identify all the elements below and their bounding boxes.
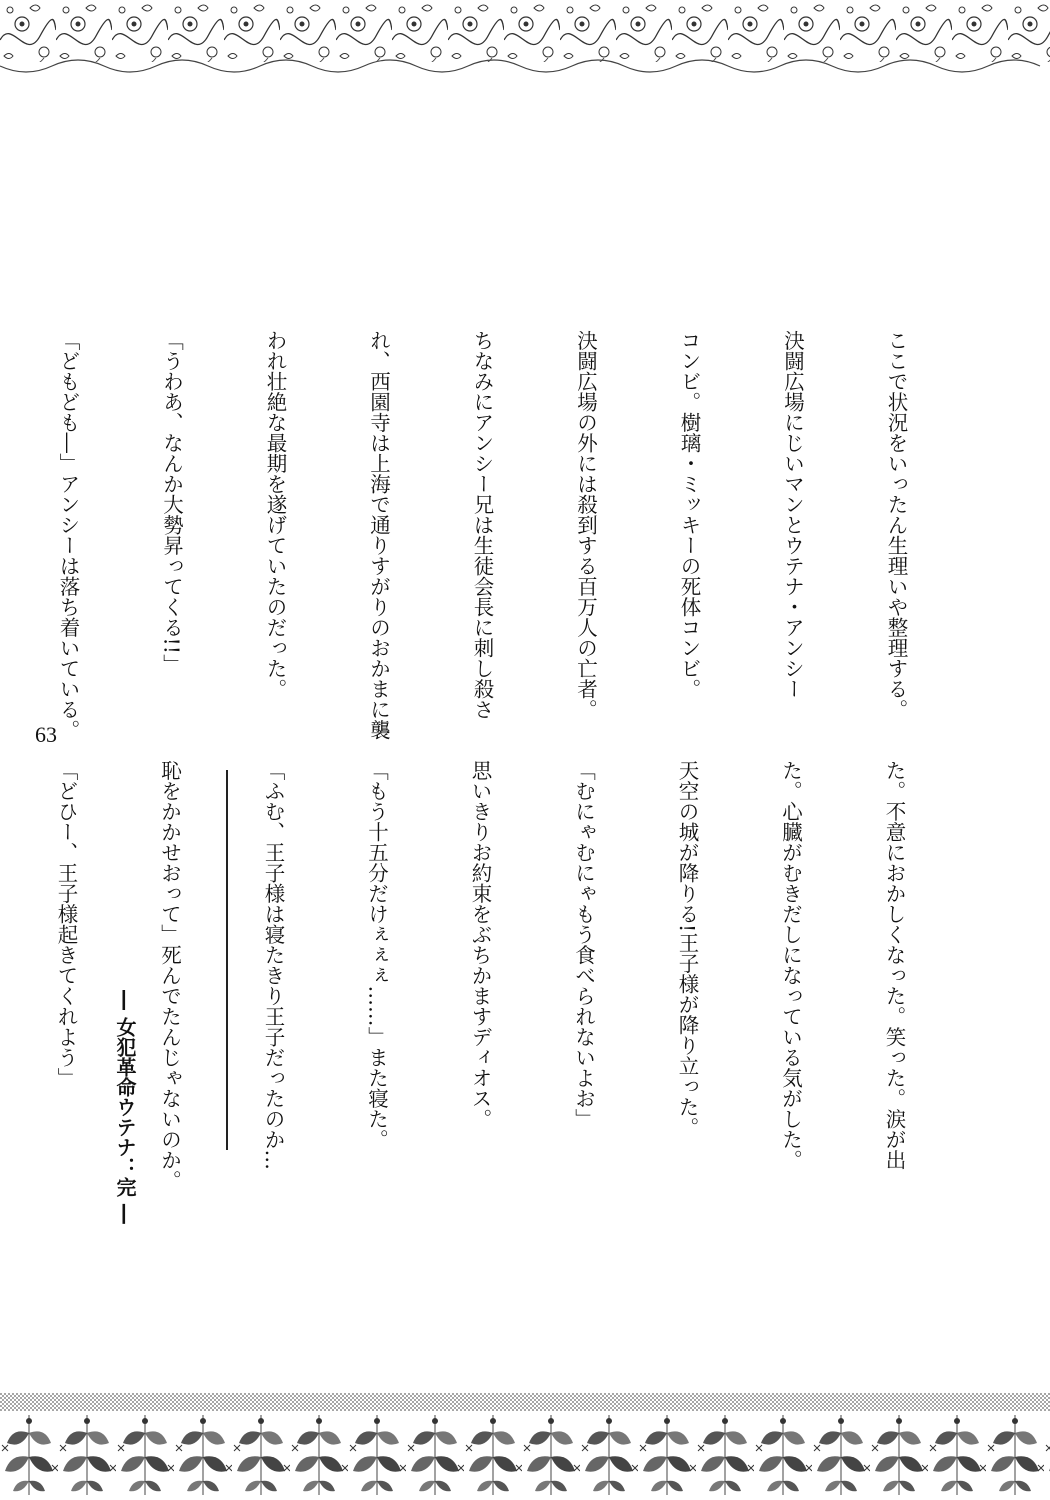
- text-line: ちなみにアンシー兄は生徒会長に刺し殺さ: [470, 330, 494, 720]
- text-line: われ壮絶な最期を遂げていたのだった。: [263, 330, 287, 699]
- text-line: ここで状況をいったん生理いや整理する。: [884, 330, 908, 720]
- text-line: 決闘広場にじいマンとウテナ・アンシー: [780, 330, 805, 699]
- page-number: 63: [35, 722, 57, 747]
- bottom-dotted-band: [0, 1393, 1050, 1411]
- text-line: 「どもども―」アンシーは落ち着いている。: [56, 330, 80, 740]
- text-line: た。心臓がむきだしになっている気がした。: [778, 760, 803, 1170]
- text-line: 天空の城が降りる!王子様が降り立った。: [675, 760, 699, 1138]
- upper-text-block: [56, 330, 982, 740]
- text-line: 「どひー、王子様起きてくれよう」: [54, 760, 78, 1088]
- floral-top-border: [0, 0, 1050, 78]
- text-line: コンビ。樹璃・ミッキーの死体コンビ。: [677, 330, 701, 699]
- section-divider: [226, 770, 228, 1150]
- leaf-bottom-border: [0, 1411, 1050, 1500]
- text-line: 「うわあ、なんか大勢昇ってくる!!」: [159, 330, 184, 675]
- text-line: れ、西園寺は上海で通りすがりのおかまに襲: [366, 330, 391, 740]
- text-line: 決闘広場の外には殺到する百万人の亡者。: [573, 330, 598, 720]
- text-line: 「むにゃむにゃもう食べられないよお」: [571, 760, 596, 1129]
- text-line: た。不意におかしくなった。笑った。涙が出: [882, 760, 906, 1170]
- text-line: 「もう十五分だけぇぇぇ……」また寝た。: [364, 760, 389, 1150]
- text-line: 恥をかかせおって」死んでたんじゃないのか。: [157, 760, 182, 1191]
- text-line: 「ふむ、王子様は寝たきり王子だったのか…: [261, 760, 285, 1170]
- text-line: 思いきりお約束をぶちかますディオス。: [468, 760, 492, 1129]
- ending-mark: ― 女犯革命ウテナ：完 ―: [113, 990, 137, 1224]
